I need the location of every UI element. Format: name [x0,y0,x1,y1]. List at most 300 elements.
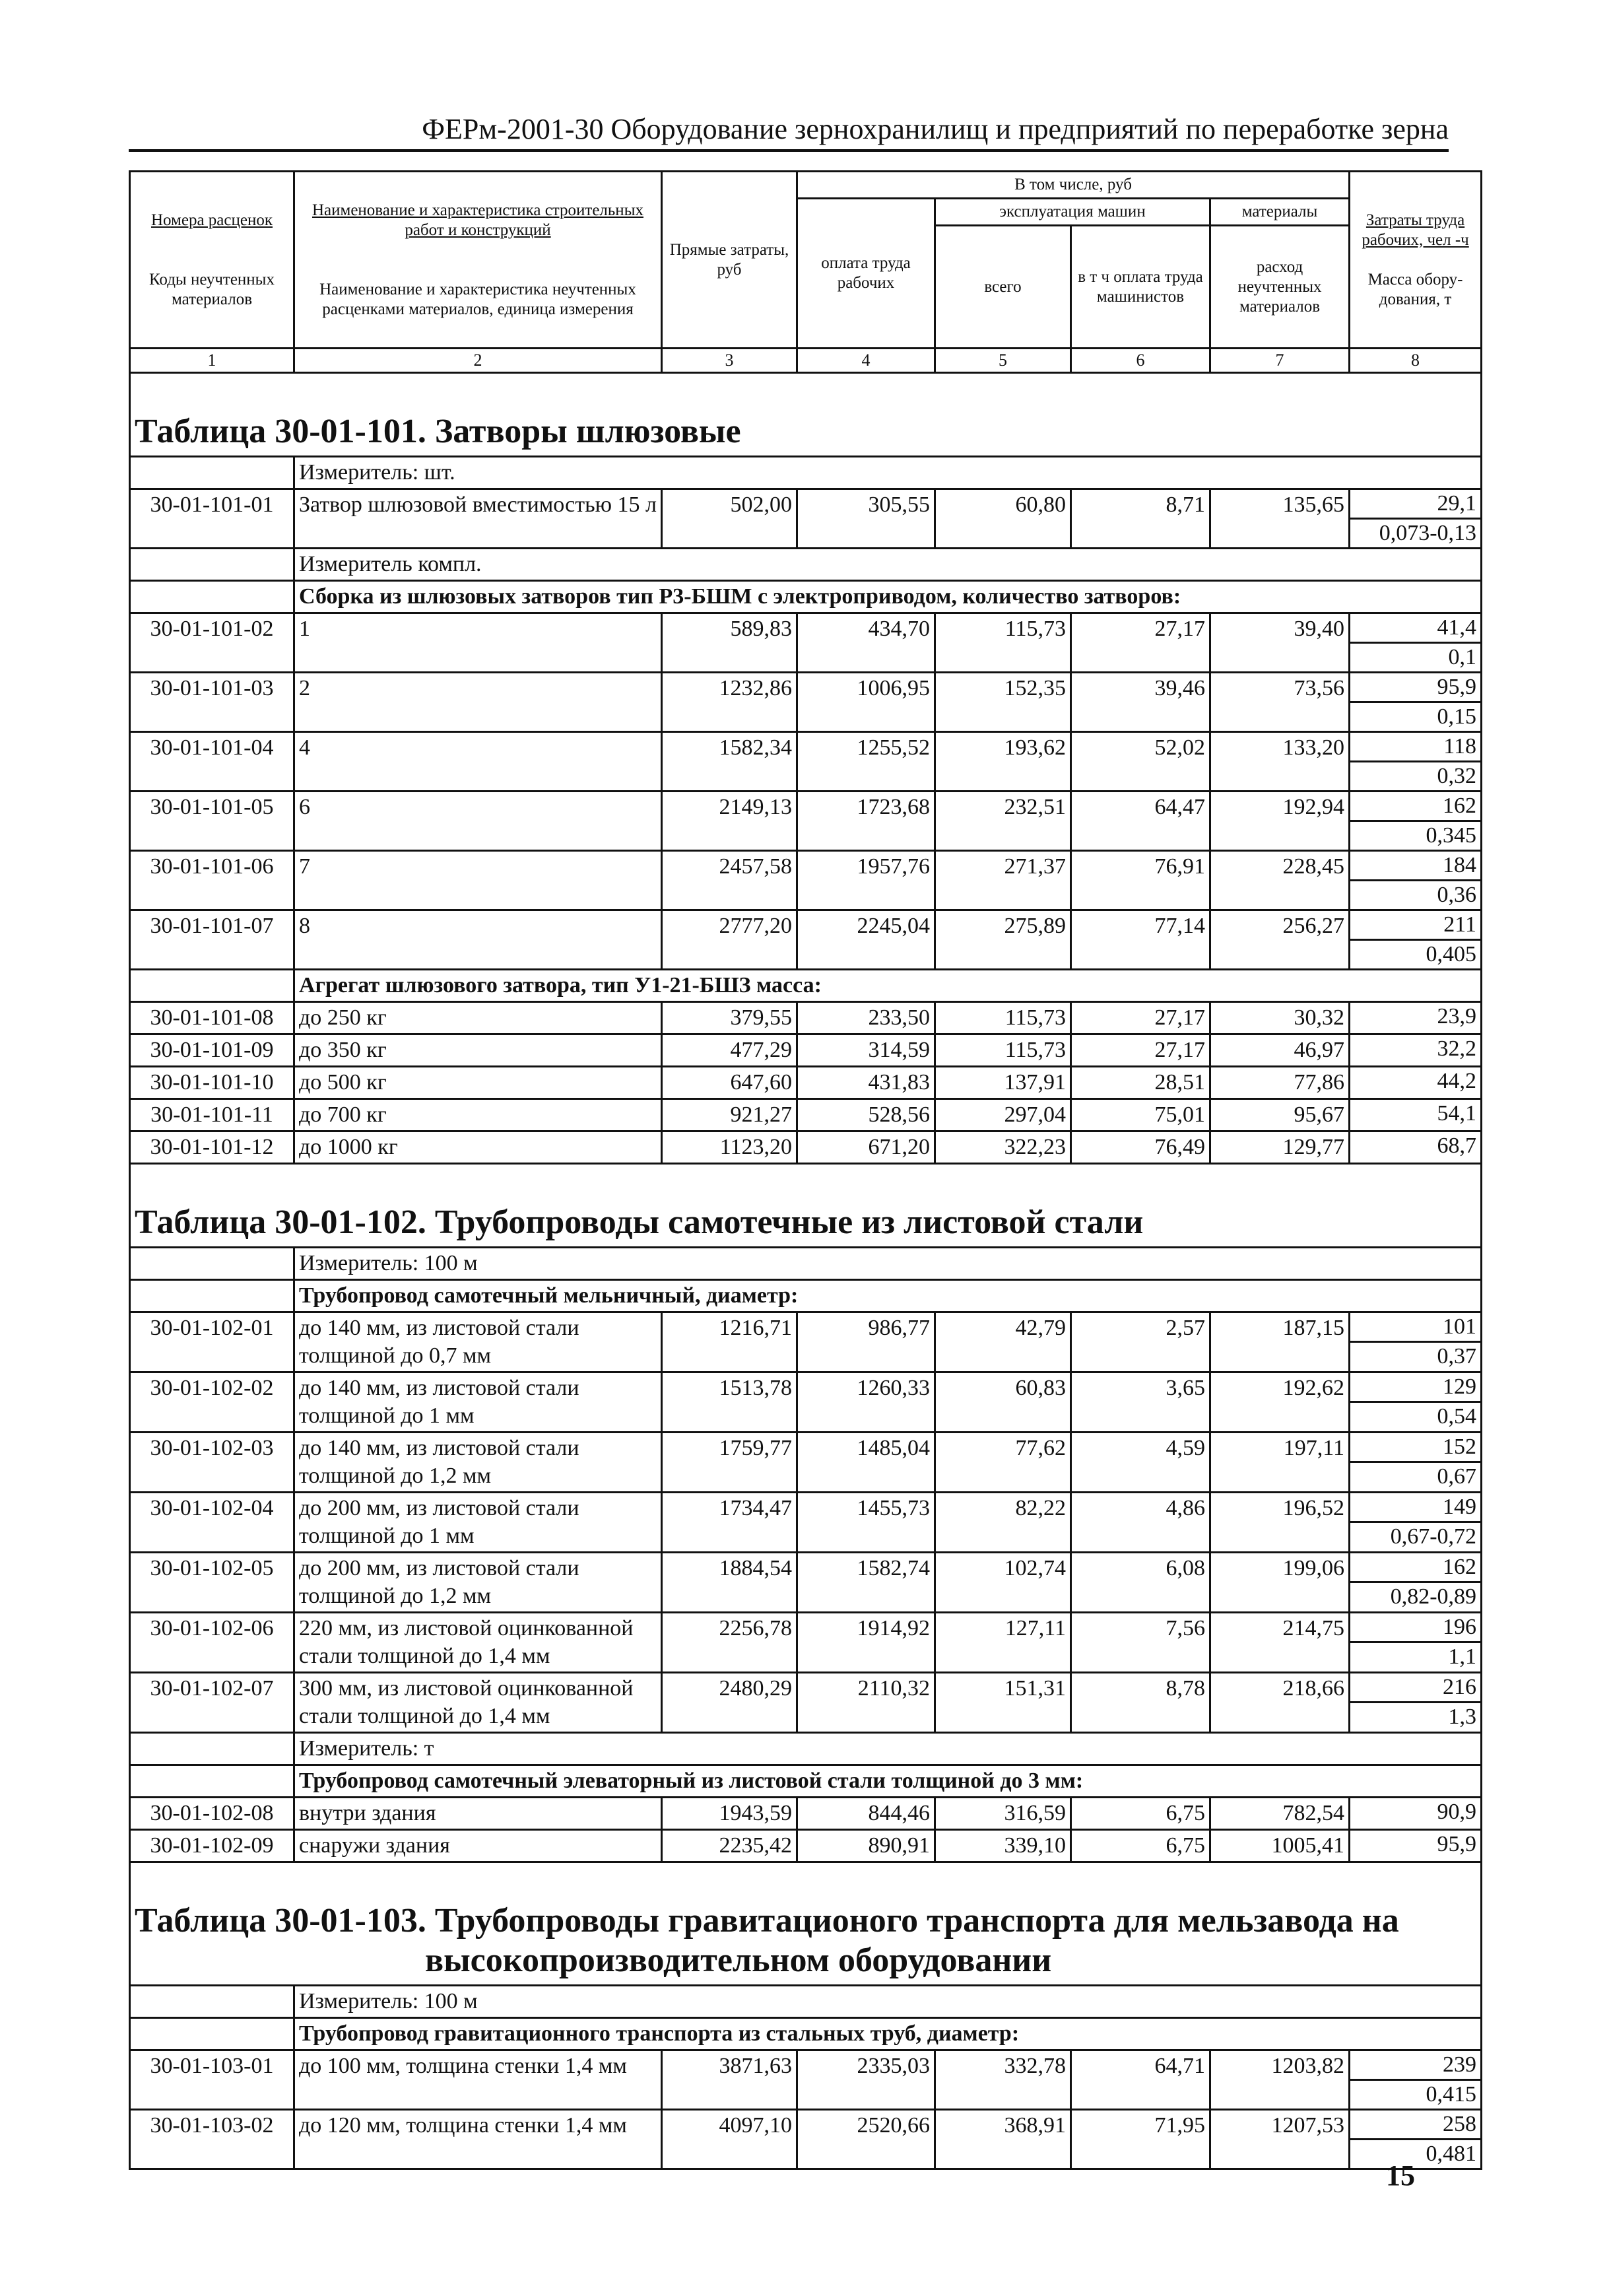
direct-costs: 1123,20 [662,1131,797,1164]
page-number: 15 [1386,2159,1415,2192]
blank-cell [130,581,294,613]
rate-code: 30-01-102-07 [130,1673,294,1733]
work-name: до 700 кг [294,1099,662,1131]
rate-code: 30-01-101-12 [130,1131,294,1164]
header-col8-bottom: Масса обору-дования, т [1367,270,1463,308]
equipment-mass: 0,67 [1437,1464,1477,1489]
table-title-text: Таблица 30-01-101. Затворы шлюзовые [135,413,741,450]
table-row [130,2050,1482,2110]
column-number: 1 [130,349,294,373]
rate-code: 30-01-102-05 [130,1553,294,1613]
equipment-mass: 0,82-0,89 [1390,1584,1477,1609]
materials-cost: 129,77 [1210,1131,1350,1164]
rate-code: 30-01-101-07 [130,910,294,970]
machinist-pay: 6,75 [1071,1798,1210,1830]
labor-mass-cell [1350,910,1482,970]
measure-label: Измеритель компл. [294,549,1482,581]
direct-costs: 1582,34 [662,732,797,792]
direct-costs: 2777,20 [662,910,797,970]
machinist-pay: 8,78 [1071,1673,1210,1733]
work-name: до 140 мм, из листовой стали толщиной до 0,7 мм [294,1312,662,1372]
labor-mass-cell [1350,1613,1482,1673]
machines-total: 193,62 [935,732,1071,792]
labor-mass-cell [1350,489,1482,549]
table-end [130,2169,1482,2171]
machinist-pay: 2,57 [1071,1312,1210,1372]
table-row [130,1798,1482,1830]
labor-mass-cell [1350,792,1482,851]
labor-mass-cell [1350,2050,1482,2110]
rate-code: 30-01-101-11 [130,1099,294,1131]
rate-code: 30-01-102-08 [130,1798,294,1830]
labor-mass-cell [1350,1099,1482,1131]
direct-costs: 647,60 [662,1067,797,1099]
machines-total: 152,35 [935,673,1071,732]
group-label: Сборка из шлюзовых затворов тип Р3-БШМ с электроприводом, количество затворов: [294,581,1482,613]
header-col1 [130,172,294,349]
table-title-text: Таблица 30-01-103. Трубопроводы гравитационого транспорта для мельзавода на [135,1902,1399,1940]
table-row [130,673,1482,732]
labor-pay: 1006,95 [797,673,935,732]
labor-mass-cell [1350,1553,1482,1613]
labor-pay: 1485,04 [797,1433,935,1493]
labor-pay: 434,70 [797,613,935,673]
header-col8-top: Затраты труда рабочих, чел -ч [1362,211,1469,249]
table-row [130,1067,1482,1099]
materials-cost: 199,06 [1210,1553,1350,1613]
materials-cost: 77,86 [1210,1067,1350,1099]
direct-costs: 4097,10 [662,2110,797,2169]
header-col8 [1350,172,1482,349]
machinist-pay: 3,65 [1071,1372,1210,1433]
materials-cost: 133,20 [1210,732,1350,792]
direct-costs: 1943,59 [662,1798,797,1830]
machines-total: 127,11 [935,1613,1071,1673]
column-number: 5 [935,349,1071,373]
rate-code: 30-01-101-08 [130,1002,294,1034]
work-name: до 120 мм, толщина стенки 1,4 мм [294,2110,662,2169]
machinist-pay: 8,71 [1071,489,1210,549]
labor-hours: 29,1 [1350,490,1480,520]
machines-total: 102,74 [935,1553,1071,1613]
table-row [130,1433,1482,1493]
labor-mass-cell [1350,1312,1482,1372]
header-col4: оплата труда рабочих [797,199,935,349]
materials-cost: 30,32 [1210,1002,1350,1034]
labor-pay: 1914,92 [797,1613,935,1673]
measure-label: Измеритель: т [294,1733,1482,1765]
table-row [130,1553,1482,1613]
labor-pay: 1255,52 [797,732,935,792]
materials-cost: 95,67 [1210,1099,1350,1131]
materials-cost: 39,40 [1210,613,1350,673]
table-row [130,851,1482,910]
machinist-pay: 6,75 [1071,1830,1210,1862]
rate-code: 30-01-101-05 [130,792,294,851]
header-col2 [294,172,662,349]
table-row [130,732,1482,792]
table-row [130,1099,1482,1131]
machines-total: 115,73 [935,613,1071,673]
measure-row [130,1986,1482,2018]
rate-code: 30-01-102-03 [130,1433,294,1493]
machinist-pay: 27,17 [1071,613,1210,673]
group-label: Трубопровод гравитационного транспорта из стальных труб, диаметр: [294,2018,1482,2050]
machinist-pay: 27,17 [1071,1034,1210,1067]
machinist-pay: 75,01 [1071,1099,1210,1131]
labor-mass-cell [1350,1798,1482,1830]
labor-mass-cell [1350,1830,1482,1862]
work-name: внутри здания [294,1798,662,1830]
measure-label: Измеритель: 100 м [294,1248,1482,1280]
table-row [130,2110,1482,2169]
group-label: Агрегат шлюзового затвора, тип У1-21-БШЗ масса: [294,970,1482,1002]
blank-cell [130,457,294,489]
table-title-row [130,403,1482,457]
work-name: до 140 мм, из листовой стали толщиной до 1 мм [294,1372,662,1433]
group-row [130,2018,1482,2050]
machinist-pay: 4,86 [1071,1493,1210,1553]
table-row [130,1830,1482,1862]
machines-total: 339,10 [935,1830,1071,1862]
rate-code: 30-01-102-01 [130,1312,294,1372]
table-row [130,910,1482,970]
direct-costs: 1759,77 [662,1433,797,1493]
labor-pay: 233,50 [797,1002,935,1034]
header-col1-top: Номера расценок [150,211,273,229]
direct-costs: 1513,78 [662,1372,797,1433]
table-spacer [130,1164,1482,1194]
header-col5: всего [935,226,1071,349]
machinist-pay: 64,47 [1071,792,1210,851]
labor-hours: 44,2 [1437,1069,1477,1093]
table-row [130,613,1482,673]
labor-pay: 2110,32 [797,1673,935,1733]
rate-code: 30-01-101-02 [130,613,294,673]
table-row [130,792,1482,851]
direct-costs: 2457,58 [662,851,797,910]
table-row [130,1034,1482,1067]
direct-costs: 1232,86 [662,673,797,732]
work-name: 220 мм, из листовой оцинкованной стали толщиной до 1,4 мм [294,1613,662,1673]
labor-hours: 184 [1350,852,1480,881]
labor-hours: 162 [1350,792,1480,822]
labor-mass-cell [1350,1372,1482,1433]
labor-mass-cell [1350,1493,1482,1553]
table-title-continuation: высокопроизводительном оборудовании [425,1941,1052,1979]
spacer-cell [130,1862,1482,1893]
labor-hours: 54,1 [1437,1101,1477,1126]
column-number: 8 [1350,349,1482,373]
labor-hours: 68,7 [1437,1133,1477,1158]
table-row [130,1002,1482,1034]
labor-pay: 2335,03 [797,2050,935,2110]
header-col7: расход неучтенных материалов [1210,226,1350,349]
measure-label: Измеритель: шт. [294,457,1482,489]
group-row [130,970,1482,1002]
direct-costs: 2149,13 [662,792,797,851]
blank-cell [130,1733,294,1765]
work-name: до 200 мм, из листовой стали толщиной до 1,2 мм [294,1553,662,1613]
column-number: 4 [797,349,935,373]
materials-cost: 135,65 [1210,489,1350,549]
labor-hours: 90,9 [1437,1800,1477,1824]
labor-hours: 32,2 [1437,1036,1477,1061]
rate-code: 30-01-101-09 [130,1034,294,1067]
spacer-cell [130,1164,1482,1194]
materials-cost: 73,56 [1210,673,1350,732]
equipment-mass: 0,54 [1437,1404,1477,1429]
machines-total: 60,80 [935,489,1071,549]
labor-hours: 211 [1350,911,1480,941]
labor-pay: 1582,74 [797,1553,935,1613]
machines-total: 77,62 [935,1433,1071,1493]
labor-pay: 671,20 [797,1131,935,1164]
work-name: 1 [294,613,662,673]
table-title [130,1892,1482,1986]
machines-total: 137,91 [935,1067,1071,1099]
group-row [130,1765,1482,1798]
labor-mass-cell [1350,732,1482,792]
direct-costs: 589,83 [662,613,797,673]
machines-total: 115,73 [935,1002,1071,1034]
labor-hours: 95,9 [1437,1832,1477,1856]
work-name: до 250 кг [294,1002,662,1034]
equipment-mass: 0,1 [1448,645,1477,669]
machines-total: 316,59 [935,1798,1071,1830]
materials-cost: 46,97 [1210,1034,1350,1067]
labor-mass-cell [1350,1067,1482,1099]
group-label: Трубопровод самотечный элеваторный из листовой стали толщиной до 3 мм: [294,1765,1482,1798]
machines-total: 332,78 [935,2050,1071,2110]
machines-total: 322,23 [935,1131,1071,1164]
labor-mass-cell [1350,1433,1482,1493]
labor-pay: 2520,66 [797,2110,935,2169]
labor-mass-cell [1350,2110,1482,2169]
machinist-pay: 76,49 [1071,1131,1210,1164]
materials-cost: 192,94 [1210,792,1350,851]
equipment-mass: 0,073-0,13 [1379,521,1477,545]
header-col6: в т ч оплата труда машинистов [1071,226,1210,349]
labor-hours: 118 [1350,733,1480,762]
labor-hours: 216 [1350,1673,1480,1703]
materials-cost: 214,75 [1210,1613,1350,1673]
machines-total: 42,79 [935,1312,1071,1372]
work-name: 6 [294,792,662,851]
table-row [130,1312,1482,1372]
measure-row [130,457,1482,489]
materials-cost: 1207,53 [1210,2110,1350,2169]
work-name: 300 мм, из листовой оцинкованной стали толщиной до 1,4 мм [294,1673,662,1733]
table-end-cell [130,2169,1482,2171]
machinist-pay: 39,46 [1071,673,1210,732]
work-name: 4 [294,732,662,792]
rate-code: 30-01-102-09 [130,1830,294,1862]
labor-pay: 1723,68 [797,792,935,851]
materials-cost: 228,45 [1210,851,1350,910]
labor-mass-cell [1350,1034,1482,1067]
direct-costs: 1216,71 [662,1312,797,1372]
table-row [130,1613,1482,1673]
labor-pay: 1957,76 [797,851,935,910]
equipment-mass: 0,32 [1437,764,1477,788]
labor-hours: 23,9 [1437,1004,1477,1029]
table-row [130,1131,1482,1164]
header-materials: материалы [1210,199,1350,226]
machinist-pay: 76,91 [1071,851,1210,910]
equipment-mass: 1,1 [1448,1644,1477,1669]
rate-code: 30-01-103-02 [130,2110,294,2169]
direct-costs: 379,55 [662,1002,797,1034]
materials-cost: 192,62 [1210,1372,1350,1433]
blank-cell [130,1986,294,2018]
materials-cost: 196,52 [1210,1493,1350,1553]
machinist-pay: 71,95 [1071,2110,1210,2169]
table-title-row [130,1892,1482,1986]
equipment-mass: 0,345 [1426,823,1477,848]
machines-total: 115,73 [935,1034,1071,1067]
work-name: 8 [294,910,662,970]
table-row [130,1493,1482,1553]
labor-pay: 1455,73 [797,1493,935,1553]
equipment-mass: 0,67-0,72 [1390,1524,1477,1549]
direct-costs: 2480,29 [662,1673,797,1733]
machinist-pay: 28,51 [1071,1067,1210,1099]
equipment-mass: 1,3 [1448,1705,1477,1729]
materials-cost: 1005,41 [1210,1830,1350,1862]
materials-cost: 782,54 [1210,1798,1350,1830]
labor-pay: 431,83 [797,1067,935,1099]
labor-hours: 95,9 [1350,673,1480,703]
measure-row [130,1733,1482,1765]
work-name: до 140 мм, из листовой стали толщиной до 1,2 мм [294,1433,662,1493]
labor-mass-cell [1350,1673,1482,1733]
header-col1-bottom: Коды неучтенных материалов [149,270,275,308]
blank-cell [130,1765,294,1798]
column-number: 6 [1071,349,1210,373]
machines-total: 232,51 [935,792,1071,851]
rate-code: 30-01-102-04 [130,1493,294,1553]
rates-table [129,170,1482,2170]
header-col2-top: Наименование и характеристика строительных работ и конструкций [312,201,643,239]
equipment-mass: 0,15 [1437,704,1477,729]
rate-code: 30-01-101-03 [130,673,294,732]
work-name: до 1000 кг [294,1131,662,1164]
materials-cost: 187,15 [1210,1312,1350,1372]
labor-pay: 528,56 [797,1099,935,1131]
table-row [130,1372,1482,1433]
labor-pay: 2245,04 [797,910,935,970]
machines-total: 82,22 [935,1493,1071,1553]
machinist-pay: 27,17 [1071,1002,1210,1034]
work-name: 2 [294,673,662,732]
machines-total: 368,91 [935,2110,1071,2169]
equipment-mass: 0,415 [1426,2082,1477,2107]
machinist-pay: 6,08 [1071,1553,1210,1613]
machines-total: 60,83 [935,1372,1071,1433]
blank-cell [130,970,294,1002]
labor-pay: 844,46 [797,1798,935,1830]
rate-code: 30-01-101-01 [130,489,294,549]
equipment-mass: 0,36 [1437,883,1477,907]
column-number: 2 [294,349,662,373]
equipment-mass: 0,37 [1437,1344,1477,1368]
table-title [130,403,1482,457]
labor-mass-cell [1350,851,1482,910]
rate-code: 30-01-101-10 [130,1067,294,1099]
labor-mass-cell [1350,673,1482,732]
header-col2-bottom: Наименование и характеристика неучтенных расценками материалов, единица измерения [319,280,636,318]
direct-costs: 2256,78 [662,1613,797,1673]
materials-cost: 1203,82 [1210,2050,1350,2110]
labor-mass-cell [1350,1131,1482,1164]
labor-pay: 305,55 [797,489,935,549]
header-operation: эксплуатация машин [935,199,1210,226]
labor-hours: 149 [1350,1493,1480,1523]
spacer-cell [130,373,1482,403]
measure-row [130,549,1482,581]
column-number: 3 [662,349,797,373]
labor-pay: 314,59 [797,1034,935,1067]
header-group: В том числе, руб [797,172,1350,199]
blank-cell [130,1280,294,1312]
labor-pay: 986,77 [797,1312,935,1372]
materials-cost: 218,66 [1210,1673,1350,1733]
labor-hours: 152 [1350,1433,1480,1463]
column-numbers-row [130,349,1482,373]
machines-total: 275,89 [935,910,1071,970]
machinist-pay: 7,56 [1071,1613,1210,1673]
direct-costs: 477,29 [662,1034,797,1067]
materials-cost: 256,27 [1210,910,1350,970]
table-title-row [130,1194,1482,1248]
measure-label: Измеритель: 100 м [294,1986,1482,2018]
rate-code: 30-01-103-01 [130,2050,294,2110]
measure-row [130,1248,1482,1280]
equipment-mass: 0,481 [1426,2142,1477,2166]
materials-cost: 197,11 [1210,1433,1350,1493]
labor-pay: 1260,33 [797,1372,935,1433]
header-row [130,172,1482,199]
blank-cell [130,1248,294,1280]
work-name: Затвор шлюзовой вместимостью 15 л [294,489,662,549]
rate-code: 30-01-101-04 [130,732,294,792]
labor-pay: 890,91 [797,1830,935,1862]
labor-hours: 239 [1350,2051,1480,2081]
labor-mass-cell [1350,1002,1482,1034]
work-name: до 500 кг [294,1067,662,1099]
table-title-text: Таблица 30-01-102. Трубопроводы самотечные из листовой стали [135,1203,1144,1241]
table-row [130,489,1482,549]
table-row [130,1673,1482,1733]
work-name: 7 [294,851,662,910]
work-name: до 200 мм, из листовой стали толщиной до 1 мм [294,1493,662,1553]
blank-cell [130,549,294,581]
work-name: снаружи здания [294,1830,662,1862]
labor-hours: 162 [1350,1553,1480,1583]
labor-hours: 258 [1350,2110,1480,2140]
machinist-pay: 64,71 [1071,2050,1210,2110]
direct-costs: 1884,54 [662,1553,797,1613]
rate-code: 30-01-102-06 [130,1613,294,1673]
group-row [130,581,1482,613]
work-name: до 350 кг [294,1034,662,1067]
work-name: до 100 мм, толщина стенки 1,4 мм [294,2050,662,2110]
direct-costs: 921,27 [662,1099,797,1131]
machinist-pay: 52,02 [1071,732,1210,792]
header-col3: Прямые затраты, руб [662,172,797,349]
machines-total: 297,04 [935,1099,1071,1131]
